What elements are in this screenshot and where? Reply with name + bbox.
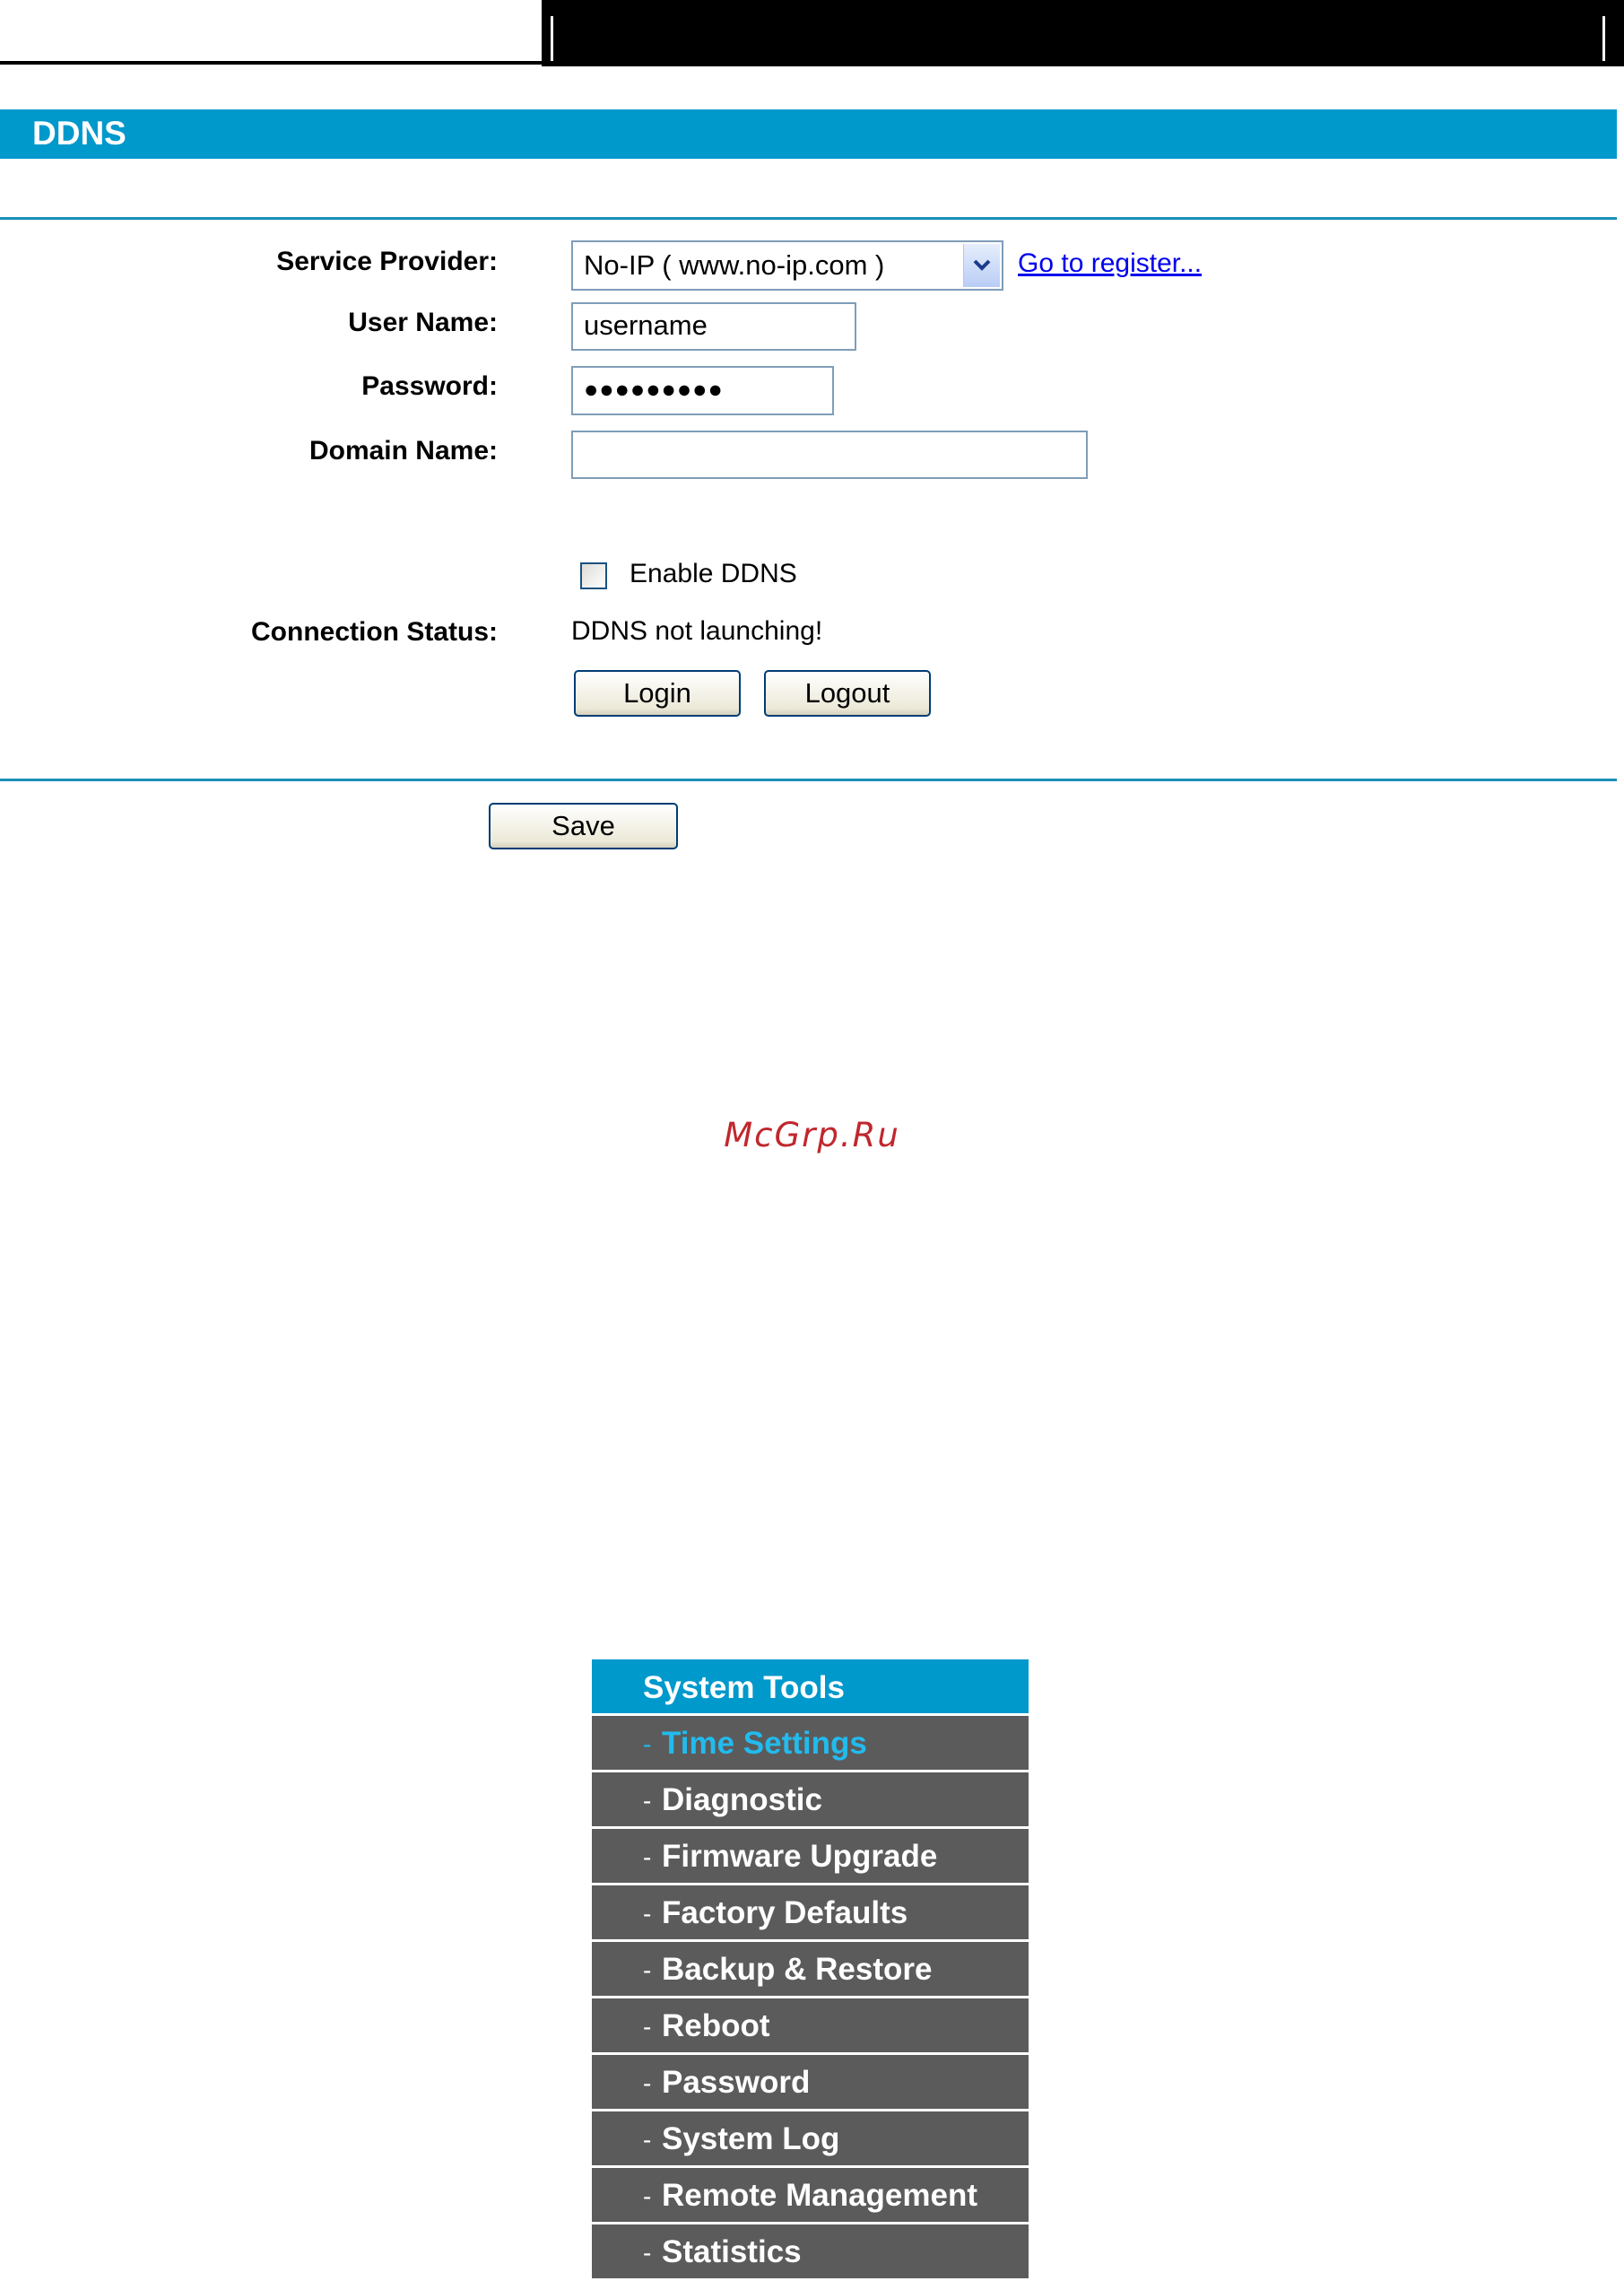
password-input[interactable]: ●●●●●●●●● (571, 366, 834, 415)
service-provider-label: Service Provider: (276, 247, 498, 276)
connection-status-value: DDNS not launching! (571, 616, 823, 646)
menu-item-label: Backup & Restore (662, 1952, 933, 1987)
menu-item-label: Statistics (662, 2234, 802, 2269)
chevron-down-icon (972, 257, 992, 274)
system-tools-menu (592, 1659, 1029, 2281)
enable-ddns-checkbox[interactable] (580, 562, 607, 589)
menu-item-dash: - (643, 2239, 652, 2267)
menu-item-statistics[interactable] (592, 2224, 1029, 2281)
menu-item-label: System Log (662, 2121, 840, 2156)
menu-item-remote-management[interactable] (592, 2168, 1029, 2224)
menu-item-dash: - (643, 1787, 652, 1815)
password-label: Password: (361, 371, 498, 401)
menu-item-label: Remote Management (662, 2178, 978, 2213)
go-to-register-link[interactable]: Go to register... (1018, 248, 1203, 278)
menu-item-label: Factory Defaults (662, 1895, 908, 1930)
menu-item-time-settings[interactable] (592, 1716, 1029, 1772)
menu-item-label: Diagnostic (662, 1782, 822, 1817)
dropdown-arrow-button[interactable] (963, 244, 1000, 287)
domain-name-label: Domain Name: (308, 436, 498, 466)
menu-item-label: Reboot (662, 2008, 770, 2043)
header-bar-mark-right (1602, 16, 1605, 61)
header-black-bar (542, 0, 1624, 66)
save-button[interactable]: Save (489, 803, 678, 849)
menu-item-factory-defaults[interactable] (592, 1885, 1029, 1942)
page-title: DDNS (32, 115, 126, 152)
form-bottom-divider (0, 779, 1617, 781)
menu-item-firmware-upgrade[interactable] (592, 1829, 1029, 1885)
menu-item-dash: - (643, 1843, 652, 1871)
menu-item-dash: - (643, 1900, 652, 1928)
menu-item-dash: - (643, 1730, 652, 1758)
connection-status-label: Connection Status: (251, 617, 498, 647)
service-provider-select[interactable] (571, 240, 1003, 291)
menu-item-label: Password (662, 2065, 811, 2100)
watermark-text: McGrp.Ru (724, 1116, 900, 1154)
enable-ddns-label: Enable DDNS (630, 559, 797, 588)
domain-name-input[interactable] (571, 431, 1088, 479)
user-name-label: User Name: (348, 308, 498, 337)
user-name-input[interactable]: username (571, 302, 856, 351)
service-provider-selected-value: No-IP ( www.no-ip.com ) (584, 249, 885, 281)
menu-item-dash: - (643, 2013, 652, 2041)
menu-item-reboot[interactable] (592, 1998, 1029, 2055)
menu-item-dash: - (643, 2182, 652, 2210)
menu-item-dash: - (643, 1956, 652, 1984)
menu-item-label: Time Settings (662, 1726, 867, 1761)
menu-header-label: System Tools (643, 1670, 845, 1705)
menu-item-backup-and-restore[interactable] (592, 1942, 1029, 1998)
menu-item-label: Firmware Upgrade (662, 1839, 938, 1874)
menu-item-dash: - (643, 2126, 652, 2154)
header-bar-mark-left (551, 16, 553, 61)
login-button[interactable]: Login (574, 670, 741, 717)
ddns-title-bar (0, 109, 1617, 159)
menu-item-password[interactable] (592, 2055, 1029, 2111)
menu-item-system-log[interactable] (592, 2111, 1029, 2168)
header-divider-line (0, 61, 542, 65)
menu-items (592, 1716, 1029, 2281)
menu-item-dash: - (643, 2069, 652, 2097)
form-top-divider (0, 217, 1617, 220)
menu-item-diagnostic[interactable] (592, 1772, 1029, 1829)
menu-header[interactable] (592, 1659, 1029, 1716)
logout-button[interactable]: Logout (764, 670, 931, 717)
